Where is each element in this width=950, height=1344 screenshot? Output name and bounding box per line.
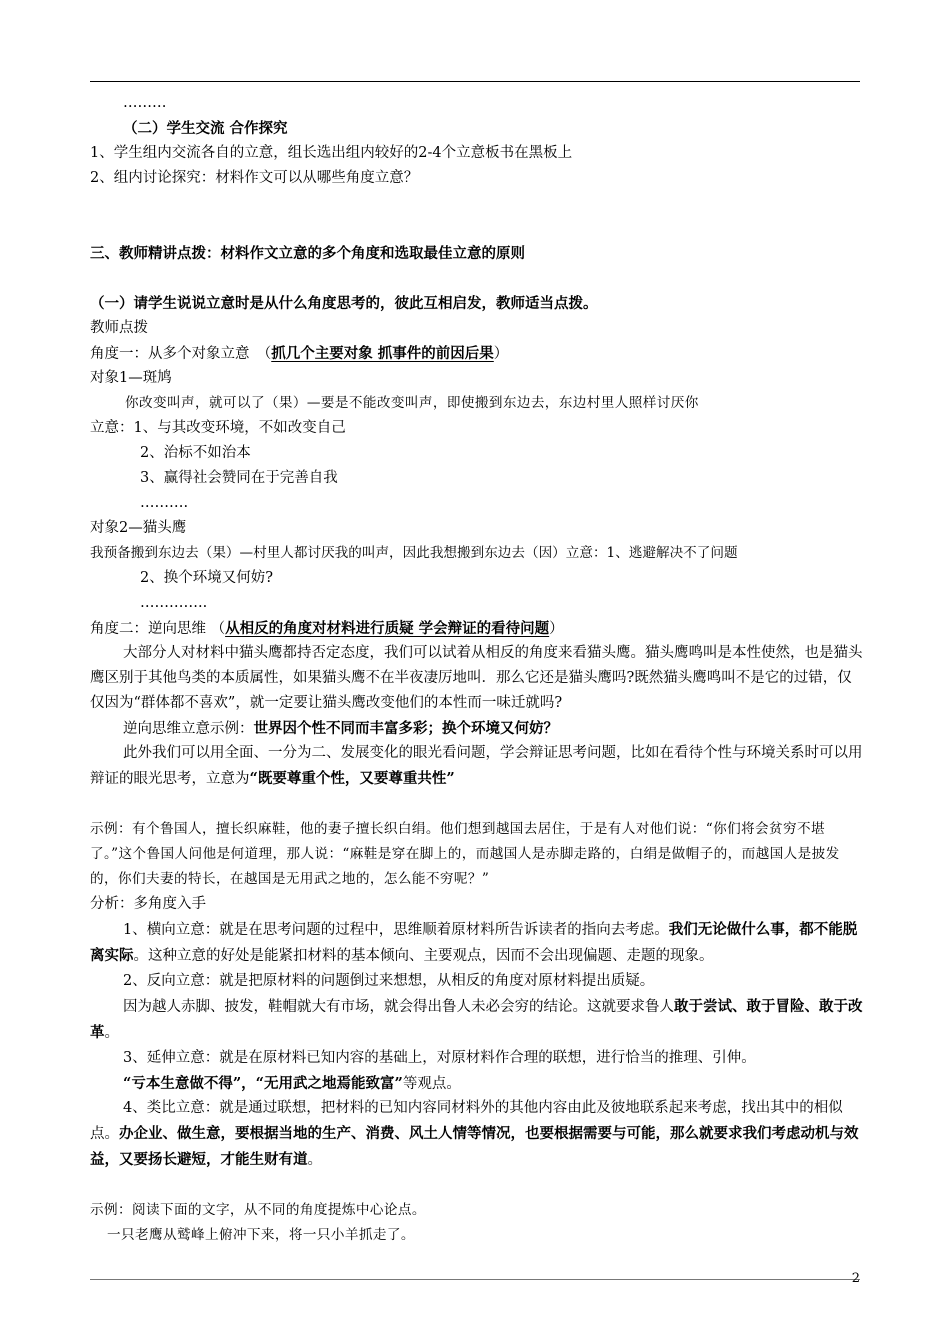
part-three-heading: 三、教师精讲点拨：材料作文立意的多个角度和选取最佳立意的原则	[90, 245, 525, 262]
angle-two	[90, 616, 865, 641]
object-1: 对象1—斑鸠	[90, 370, 172, 386]
thesis-2: 2、治标不如治本	[140, 445, 251, 461]
example-material: 一只老鹰从鹫峰上俯冲下来，将一只小羊抓走了。	[107, 1227, 415, 1243]
step-2: 2、组内讨论探究：材料作文可以从哪些角度立意？	[90, 170, 419, 186]
horizontal-key: 我们无论做什么事，都不能脱离实际	[90, 921, 858, 964]
analogy-thesis	[90, 1096, 865, 1173]
analysis-label: 分析：多角度入手	[90, 896, 206, 912]
blank-line	[90, 792, 865, 817]
thesis-1: 立意：1、与其改变环境，不如改变自己	[90, 420, 346, 436]
angle-one	[90, 341, 865, 366]
horizontal-thesis	[90, 917, 865, 969]
example-story: 示例：有个鲁国人，擅长织麻鞋，他的妻子擅长织白绢。他们想到越国去居住，于是有人对他们说：“你们将会贫穷不堪了。”这个鲁国人问他是何道理，那人说：“麻鞋是穿在脚上的，而越国人是赤脚走路的，白绢是做帽子的，而越国人是披发的，你们夫妻的特长，在越国是无用武之地的，怎么能不穷呢？”	[90, 821, 840, 887]
reverse-conclusion-end: 。	[104, 1025, 119, 1041]
angle-two-label: 角度二：逆向思维 （	[90, 621, 226, 637]
analogy-key: 办企业、做生意，要根据当地的生产、消费、风土人情等情况，也要根据需要与可能，那么就要求我们考虑动机与效益，又要扬长避短，才能生财有道	[90, 1125, 859, 1168]
reverse-conclusion-text: 因为越人赤脚、披发，鞋帽就大有市场，就会得出鲁人未必会穷的结论。这就要求鲁人	[123, 999, 674, 1015]
object-2-thesis-2: 2、换个环境又何妨?	[140, 570, 273, 586]
extension-views	[90, 1071, 865, 1096]
blank-line	[90, 191, 865, 216]
angle-one-label: 角度一：从多个对象立意 （	[90, 346, 272, 362]
extension-thesis: 3、延伸立意：就是在原材料已知内容的基础上，对原材料作合理的联想，进行恰当的推理、引伸。	[123, 1050, 756, 1066]
subheading-1: （一）请学生说说立意时是从什么角度思考的，彼此互相启发，教师适当点拨。	[90, 295, 598, 312]
angle-two-close: ）	[549, 621, 564, 637]
example-prompt: 示例：阅读下面的文字，从不同的角度提炼中心论点。	[90, 1202, 426, 1218]
blank-line	[90, 1173, 865, 1198]
thesis-3: 3、赢得社会赞同在于完善自我	[140, 470, 338, 486]
angle-one-close: ）	[493, 346, 509, 362]
footer-rule	[90, 1279, 860, 1280]
reverse-example-text: 世界因个性不同而丰富多彩；换个环境又何妨？	[253, 720, 558, 737]
ellipsis-line: …………..	[140, 595, 208, 611]
dialectic-thesis: “既要尊重个性，又要尊重共性”	[249, 770, 455, 787]
object-1-quote: 你改变叫声，就可以了（果）—要是不能改变叫声，即使搬到东边去，东边村里人照样讨厌你	[125, 395, 699, 411]
reverse-example-label: 逆向思维立意示例：	[123, 721, 254, 737]
extension-views-end: 等观点。	[402, 1076, 461, 1092]
angle-two-key: 从相反的角度对材料进行质疑 学会辩证的看待问题	[225, 620, 550, 637]
reverse-thesis: 2、反向立意：就是把原材料的问题倒过来想想，从相反的角度对原材料提出质疑。	[123, 973, 655, 989]
document-body	[90, 91, 865, 1248]
object-2-quote: 我预备搬到东边去（果）—村里人都讨厌我的叫声，因此我想搬到东边去（因）立意：1、逃避解决不了问题	[90, 545, 738, 561]
ellipsis-line: ………	[123, 95, 167, 111]
reverse-conclusion	[90, 994, 865, 1046]
section-heading-2: （二）学生交流 合作探究	[123, 120, 288, 137]
paragraph-reverse-thinking: 大部分人对材料中猫头鹰都持否定态度，我们可以试着从相反的角度来看猫头鹰。猫头鹰鸣叫是本性使然，也是猫头鹰区别于其他鸟类的本质属性，如果猫头鹰不在半夜凄厉地叫．那么它还是猫头鹰吗?既然猫头鹰鸣叫不是它的过错，仅仅因为“群体都不喜欢”，就一定要让猫头鹰改变他们的本性而一味迁就吗?	[90, 645, 863, 711]
horizontal-text: 1、横向立意：就是在思考问题的过程中，思维顺着原材料所告诉读者的指向去考虑。	[123, 922, 669, 938]
extension-views-key: “亏本生意做不得”，“无用武之地焉能致富”	[123, 1075, 403, 1092]
header-rule	[90, 81, 860, 82]
analogy-end: 。	[307, 1152, 322, 1168]
page-number: 2	[851, 1271, 860, 1286]
horizontal-rest: 。这种立意的好处是能紧扣材料的基本倾向、主要观点，因而不会出现偏题、走题的现象。	[133, 948, 714, 964]
teacher-note-label: 教师点拨	[90, 320, 148, 336]
blank-line	[90, 216, 865, 241]
object-2: 对象2—猫头鹰	[90, 520, 187, 536]
reverse-example	[90, 716, 865, 741]
blank-line	[90, 266, 865, 291]
reverse-conclusion-key: 敢于尝试、敢于冒险、敢于改革	[90, 998, 863, 1041]
angle-one-key: 抓几个主要对象 抓事件的前因后果	[271, 345, 494, 362]
paragraph-dialectic	[90, 741, 865, 792]
step-1: 1、学生组内交流各自的立意，组长选出组内较好的2-4个立意板书在黑板上	[90, 145, 573, 161]
dialectic-text: 此外我们可以用全面、一分为二、发展变化的眼光看问题，学会辩证思考问题，比如在看待个性与环境关系时可以用辩证的眼光思考，立意为	[90, 745, 863, 787]
ellipsis-line: ……….	[140, 495, 189, 511]
analogy-text: 4、类比立意：就是通过联想，把材料的已知内容同材料外的其他内容由此及彼地联系起来考虑，找出其中的相似点。	[90, 1100, 843, 1142]
